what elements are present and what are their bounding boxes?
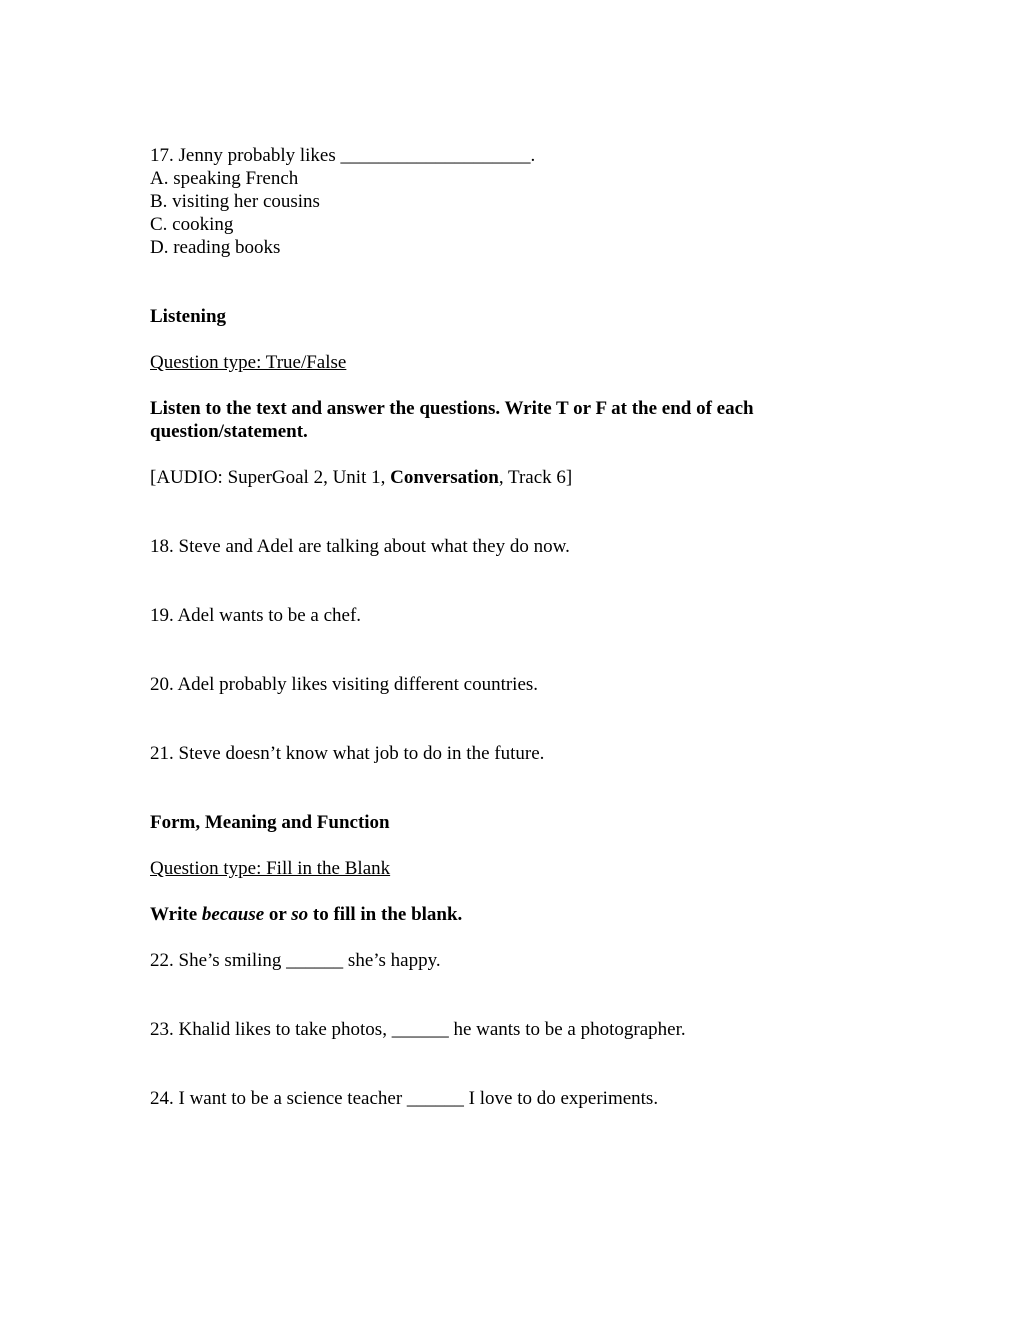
- form-instruction-because: because: [201, 904, 265, 925]
- question-17-option-d: D. reading books: [150, 237, 281, 258]
- listening-instruction-line-1: Listen to the text and answer the questions. Write T or F at the end of each: [150, 398, 754, 419]
- form-instruction: [150, 903, 462, 926]
- form-instruction-so: so: [291, 904, 309, 925]
- question-18: 18. Steve and Adel are talking about what they do now.: [150, 536, 570, 557]
- question-23: 23. Khalid likes to take photos, ______ he wants to be a photographer.: [150, 1019, 686, 1040]
- audio-prefix: [AUDIO: SuperGoal 2, Unit 1,: [150, 467, 391, 488]
- question-21: 21. Steve doesn’t know what job to do in the future.: [150, 743, 545, 764]
- form-instruction-part-3: to fill in the blank.: [308, 904, 463, 925]
- listening-heading: Listening: [150, 306, 227, 327]
- question-24: 24. I want to be a science teacher ______ I love to do experiments.: [150, 1088, 659, 1109]
- question-17-option-a: A. speaking French: [150, 168, 299, 189]
- audio-reference: [150, 466, 572, 489]
- audio-bold-label: Conversation: [390, 467, 499, 488]
- listening-question-type: Question type: True/False: [150, 352, 347, 373]
- form-instruction-part-1: Write: [150, 904, 202, 925]
- listening-instruction-line-2: question/statement.: [150, 421, 308, 442]
- question-17-stem: 17. Jenny probably likes ____________________.: [150, 145, 536, 166]
- question-19: 19. Adel wants to be a chef.: [150, 605, 362, 626]
- form-heading: Form, Meaning and Function: [150, 812, 390, 833]
- audio-suffix: , Track 6]: [498, 467, 573, 488]
- form-question-type: Question type: Fill in the Blank: [150, 858, 391, 879]
- question-22: 22. She’s smiling ______ she’s happy.: [150, 950, 441, 971]
- question-17-option-c: C. cooking: [150, 214, 234, 235]
- question-17-option-b: B. visiting her cousins: [150, 191, 320, 212]
- form-instruction-part-2: or: [264, 904, 292, 925]
- question-20: 20. Adel probably likes visiting different countries.: [150, 674, 539, 695]
